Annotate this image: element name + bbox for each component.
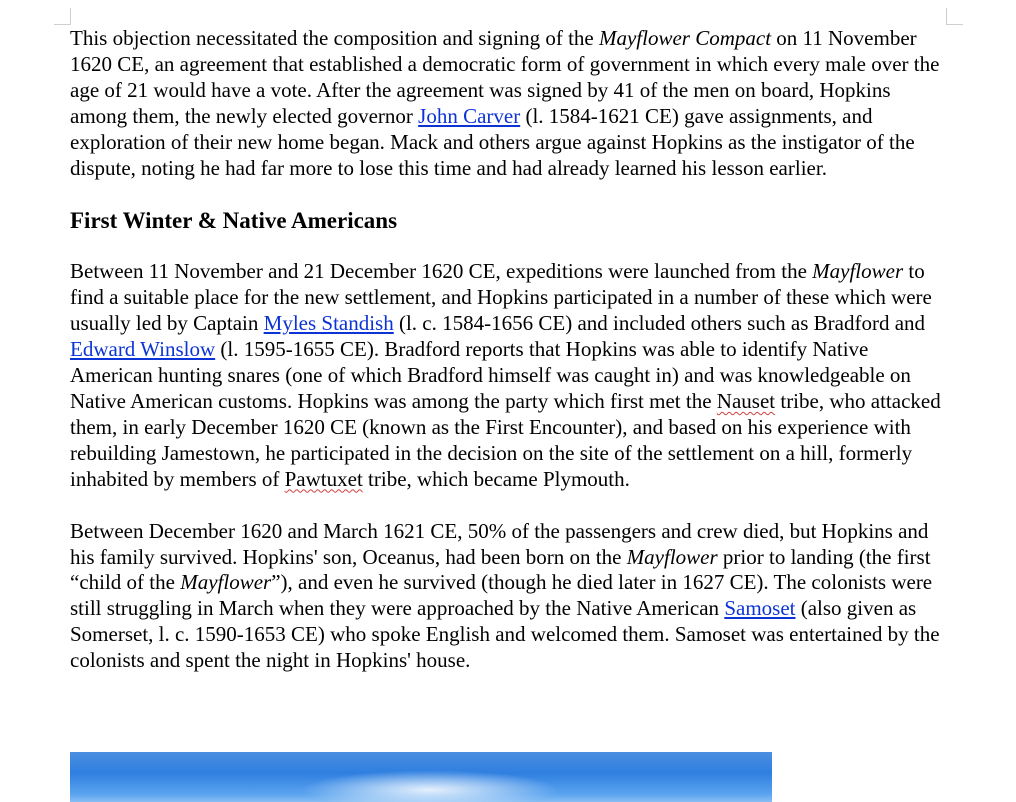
text-run: prior to landing (the first “child of the xyxy=(70,544,931,595)
spellcheck-word-pawtuxet: Pawtuxet xyxy=(284,466,363,491)
spellcheck-word-nauset: Nauset xyxy=(716,388,776,413)
text-run: Between 11 November and 21 December 1620 CE, expeditions were launched from the xyxy=(70,259,813,284)
link-edward-winslow[interactable]: Edward Winslow xyxy=(70,337,216,362)
text-run: to find a suitable place for the new settlement, and Hopkins participated in a number of these which were usually led by Captain xyxy=(70,259,932,336)
italic-run: Mayflower Compact xyxy=(598,26,772,50)
text-run: This objection necessitated the composition and signing of the xyxy=(70,26,599,50)
paragraph-mayflower-compact[interactable] xyxy=(70,26,950,181)
section-heading: First Winter & Native Americans xyxy=(70,208,398,234)
text-run: (also given as Somerset, l. c. 1590-1653 CE) who spoke English and welcomed them. Samoset was entertained by the colonists and spent the night in Hopkins' house. xyxy=(70,596,940,673)
margin-corner-mark-right xyxy=(946,8,963,25)
text-run: on 11 November 1620 CE, an agreement that established a democratic form of government in which every male over the age of 21 would have a vote. After the agreement was signed by 41 of the men on board, Hopkins among them, the newly elected governor xyxy=(70,26,940,128)
text-run: tribe, who attacked them, in early December 1620 CE (known as the First Encounter), and based on his experience with rebuilding Jamestown, he participated in the decision on the site of the settlement on a hill, formerly inhabited by members of xyxy=(70,388,941,491)
text-run: tribe, which became Plymouth. xyxy=(362,466,630,491)
text-run: ”), and even he survived (though he died later in 1627 CE). The colonists were still struggling in March when they were approached by the Native American xyxy=(70,570,933,621)
margin-corner-mark-left xyxy=(54,8,71,25)
link-myles-standish[interactable]: Myles Standish xyxy=(263,311,394,336)
paragraph-first-winter[interactable] xyxy=(70,519,950,674)
link-samoset[interactable]: Samoset xyxy=(724,596,796,621)
text-run: (l. 1584-1621 CE) gave assignments, and exploration of their new home began. Mack and others argue against Hopkins as the instigator of the dispute, noting he had far more to lose this time and had already learned his lesson earlier. xyxy=(70,103,915,180)
document-body[interactable] xyxy=(70,26,950,700)
text-run: (l. c. 1584-1656 CE) and included others such as Bradford and xyxy=(393,311,926,336)
embedded-sky-image[interactable] xyxy=(70,752,772,802)
text-run: (l. 1595-1655 CE). Bradford reports that Hopkins was able to identify Native American hunting snares (one of which Bradford himself was caught in) and was knowledgeable on Native American customs. Hopkins was among the party which first met the xyxy=(70,337,911,413)
link-john-carver[interactable]: John Carver xyxy=(418,103,521,128)
paragraph-expeditions[interactable] xyxy=(70,259,950,492)
italic-run: Mayflower xyxy=(812,259,904,284)
text-run: Between December 1620 and March 1621 CE, 50% of the passengers and crew died, but Hopkins and his family survived. Hopkins' son, Oceanus, had been born on the xyxy=(70,518,929,569)
italic-run: Mayflower xyxy=(180,570,272,595)
italic-run: Mayflower xyxy=(626,544,718,569)
